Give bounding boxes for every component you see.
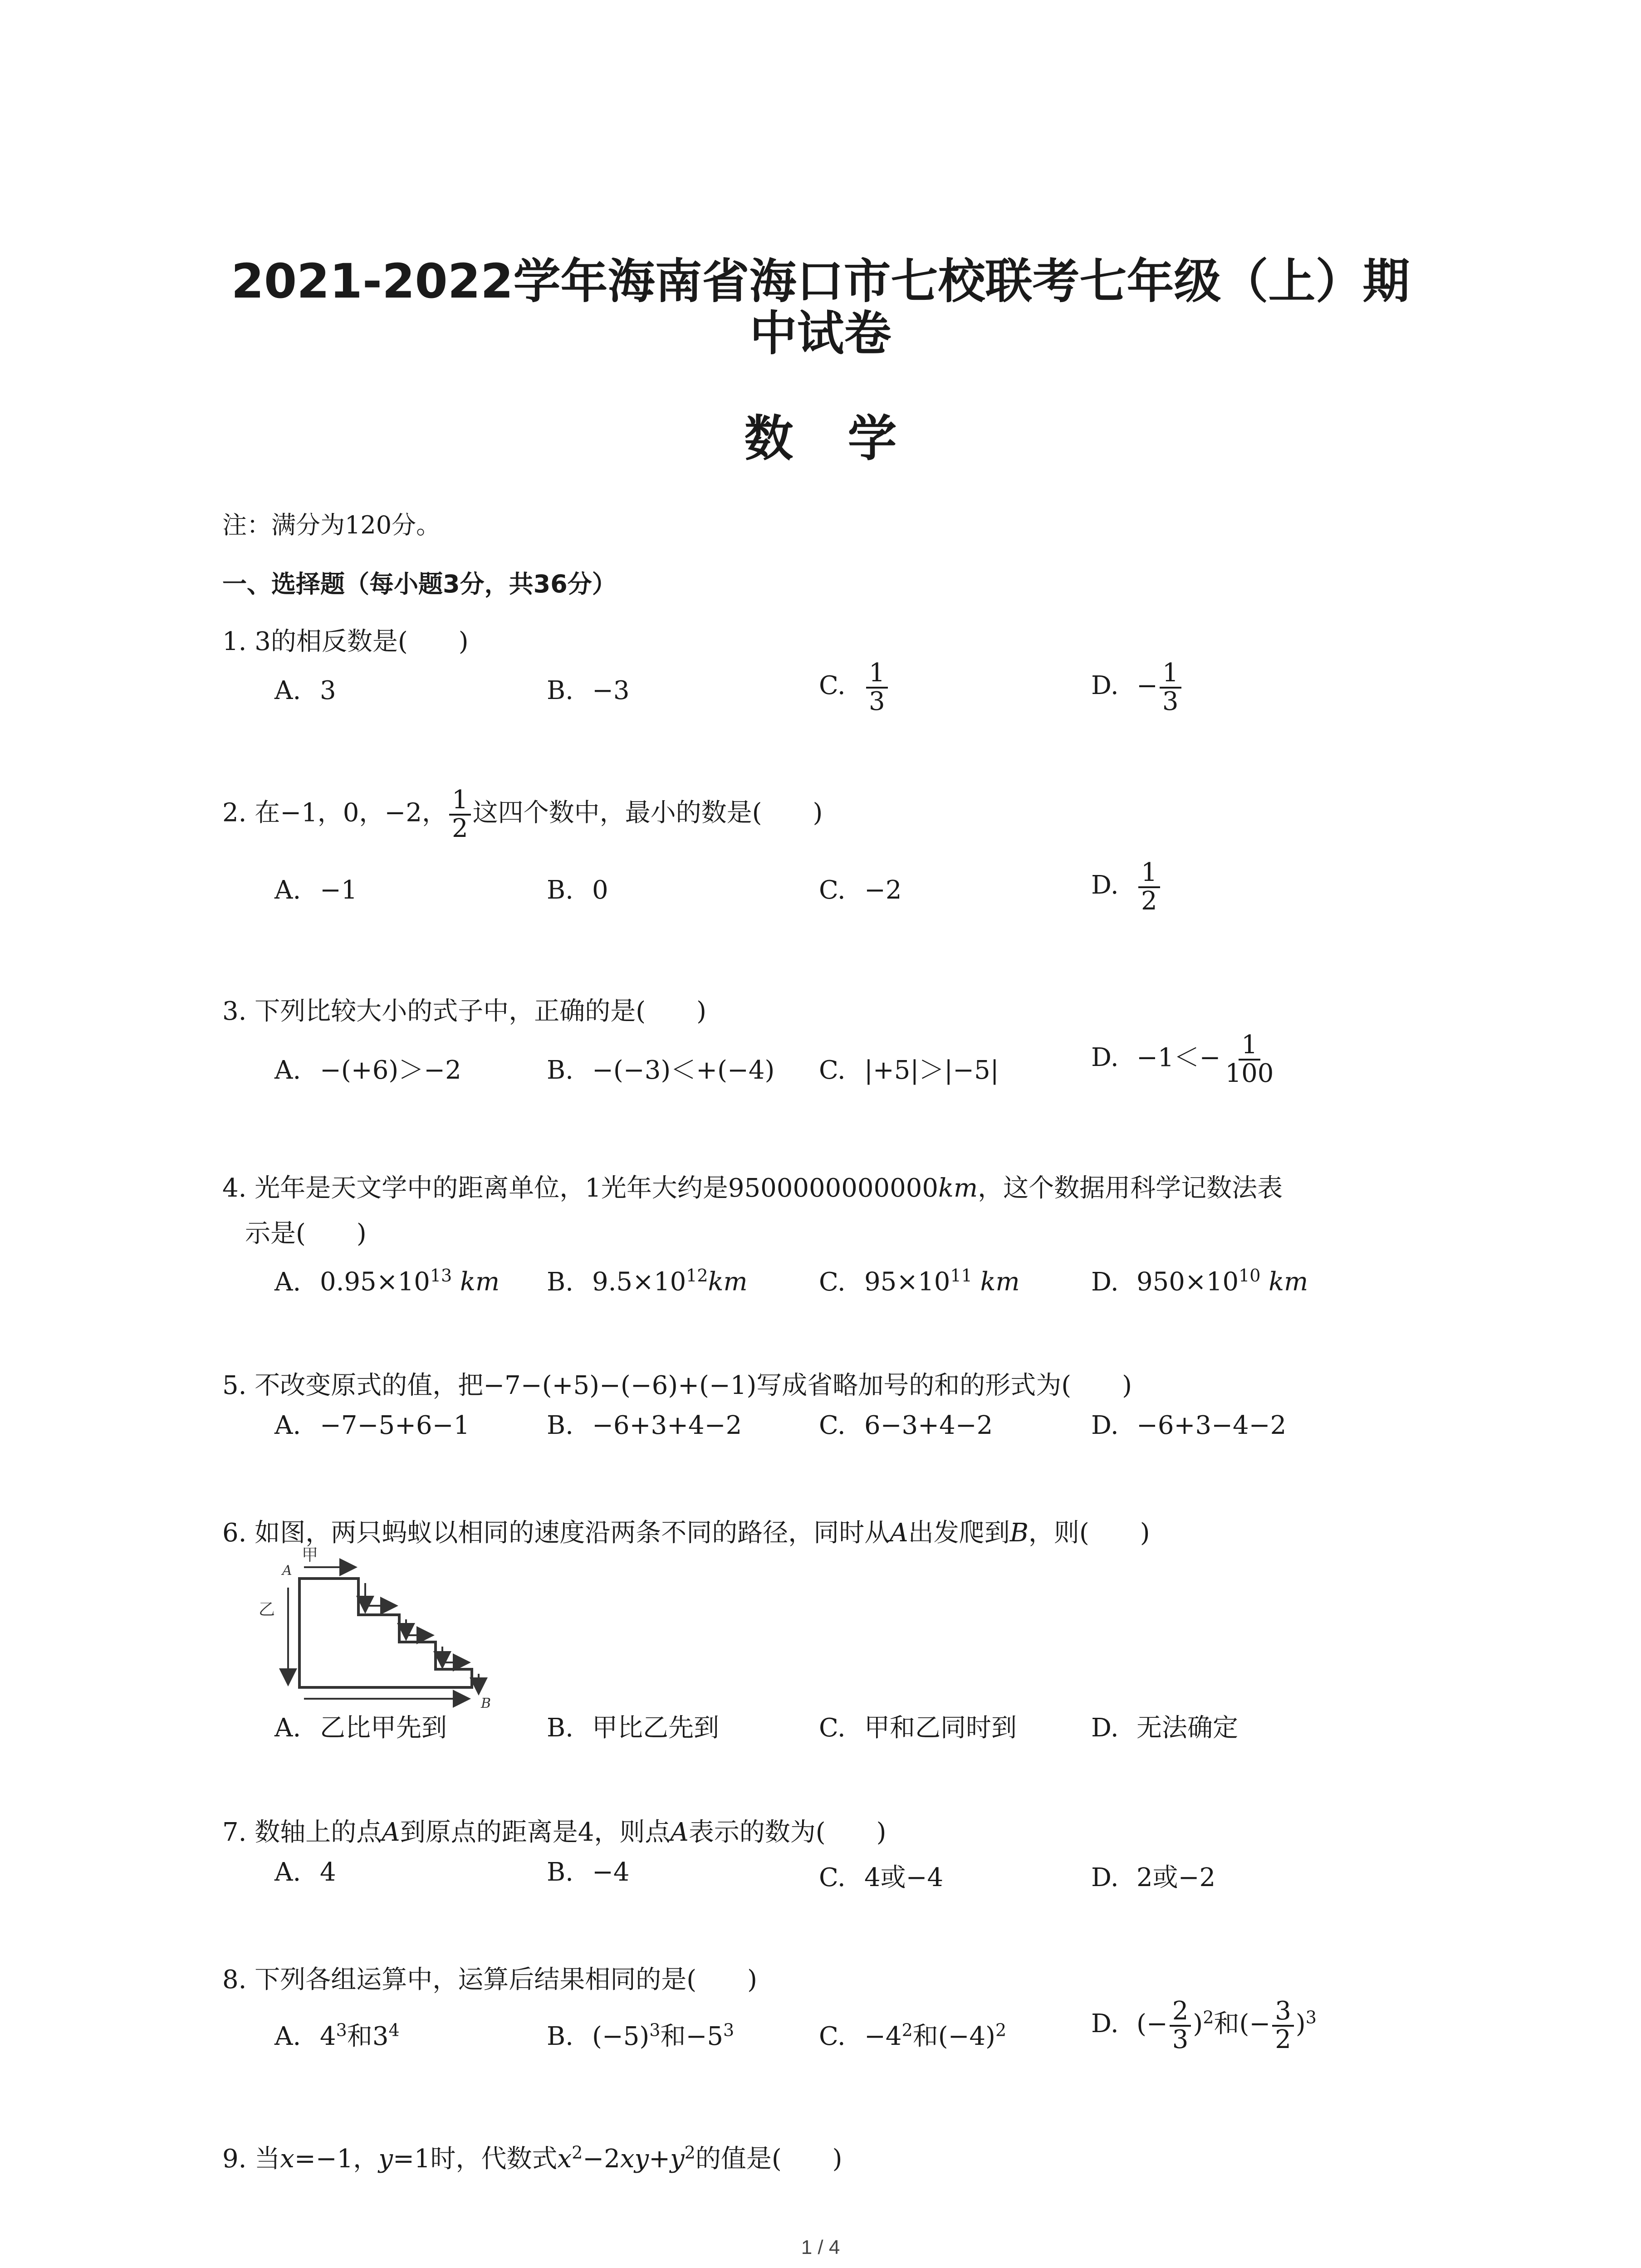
score-note: 注：满分为120分。 <box>222 511 441 539</box>
q7-option-c: C. 4或−4 <box>819 1863 944 1892</box>
label-point-b: B <box>481 1696 491 1710</box>
page-number: 1 / 4 <box>801 2236 840 2258</box>
q3-option-a: A. −(+6)＞−2 <box>274 1056 461 1085</box>
question-4-stem-line-1: 4. 光年是天文学中的距离单位，1光年大约是9500000000000km，这个数据用科学记数法表 <box>222 1173 1283 1203</box>
q1-option-a: A. 3 <box>274 676 336 705</box>
q7-option-d: D. 2或−2 <box>1091 1863 1216 1892</box>
label-yi: 乙 <box>259 1600 275 1619</box>
q8-option-d: D. (− $\frac{2}{3}$ )$^2$和(− $\frac{3}{2}$ )$^3$ <box>1091 1996 1317 2054</box>
question-4-stem-line-2: 示是( ) <box>245 1219 367 1248</box>
question-5-stem: 5. 不改变原式的值，把−7−(+5)−(−6)+(−1)写成省略加号的和的形式为( ) <box>222 1371 1132 1400</box>
q8-option-c: C. $-4^2$和$(-4)^2$ <box>819 2020 1007 2051</box>
q7-option-a: A. 4 <box>274 1857 336 1887</box>
q4-option-d: D. $950\times 10^{10}$ km <box>1091 1266 1308 1297</box>
q3-option-b: B. −(−3)＜+(−4) <box>547 1056 775 1085</box>
question-8-stem: 8. 下列各组运算中，运算后结果相同的是( ) <box>222 1965 757 1994</box>
q8-option-a: A. $4^3$和$3^4$ <box>274 2020 400 2051</box>
subject-title: 数学 <box>744 411 951 467</box>
q1-option-b: B. −3 <box>547 676 630 705</box>
ant-path-figure <box>254 1547 508 1710</box>
q5-option-b: B. −6+3+4−2 <box>547 1411 742 1440</box>
q4-option-b: B. $9.5\times 10^{12}km$ <box>547 1266 748 1297</box>
title-line-2: 中试卷 <box>749 306 892 361</box>
question-1-stem: 1. 3的相反数是( ) <box>222 627 469 656</box>
question-9-stem: 9. 当x=−1，y=1时，代数式$x^2-2xy+y^2$的值是( ) <box>222 2142 843 2174</box>
q6-option-c: C. 甲和乙同时到 <box>819 1713 1017 1743</box>
q6-option-d: D. 无法确定 <box>1091 1713 1238 1743</box>
q8-option-b: B. $(-5)^3$和$-5^3$ <box>547 2020 735 2051</box>
q6-option-b: B. 甲比乙先到 <box>547 1713 719 1743</box>
question-3-stem: 3. 下列比较大小的式子中，正确的是( ) <box>222 997 706 1026</box>
q2-option-b: B. 0 <box>547 875 608 905</box>
question-6-stem: 6. 如图，两只蚂蚁以相同的速度沿两条不同的路径，同时从A出发爬到B，则( ) <box>222 1518 1150 1548</box>
question-2-stem: 2. 在−1，0，−2， $\frac{1}{2}$ 这四个数中，最小的数是( ) <box>222 785 823 843</box>
q2-option-d: D. $\frac{1}{2}$ <box>1091 860 1162 915</box>
q4-option-a: A. $0.95\times 10^{13}$ km <box>274 1266 500 1297</box>
q3-option-d: D. −1＜− $\frac{1}{100}$ <box>1091 1030 1274 1088</box>
question-7-stem: 7. 数轴上的点A到原点的距离是4，则点A表示的数为( ) <box>222 1818 887 1847</box>
q6-option-a: A. 乙比甲先到 <box>274 1713 447 1743</box>
q4-option-c: C. $95\times 10^{11}$ km <box>819 1266 1020 1297</box>
q2-option-a: A. −1 <box>274 875 358 905</box>
q5-option-c: C. 6−3+4−2 <box>819 1411 993 1440</box>
q1-option-c: C. $\frac{1}{3}$ <box>819 660 890 715</box>
q7-option-b: B. −4 <box>547 1857 630 1887</box>
label-jia: 甲 <box>302 1547 318 1564</box>
q2-option-c: C. −2 <box>819 875 902 905</box>
label-point-a: A <box>282 1563 292 1579</box>
q5-option-d: D. −6+3−4−2 <box>1091 1411 1287 1440</box>
section-heading: 一、选择题（每小题3分，共36分） <box>222 570 617 598</box>
q3-option-c: C. |+5|＞|−5| <box>819 1056 999 1085</box>
staircase-outline <box>299 1579 472 1687</box>
q1-option-d: D. − $\frac{1}{3}$ <box>1091 660 1183 715</box>
title-line-1: 2021-2022学年海南省海口市七校联考七年级（上）期 <box>231 254 1410 309</box>
q5-option-a: A. −7−5+6−1 <box>274 1411 470 1440</box>
